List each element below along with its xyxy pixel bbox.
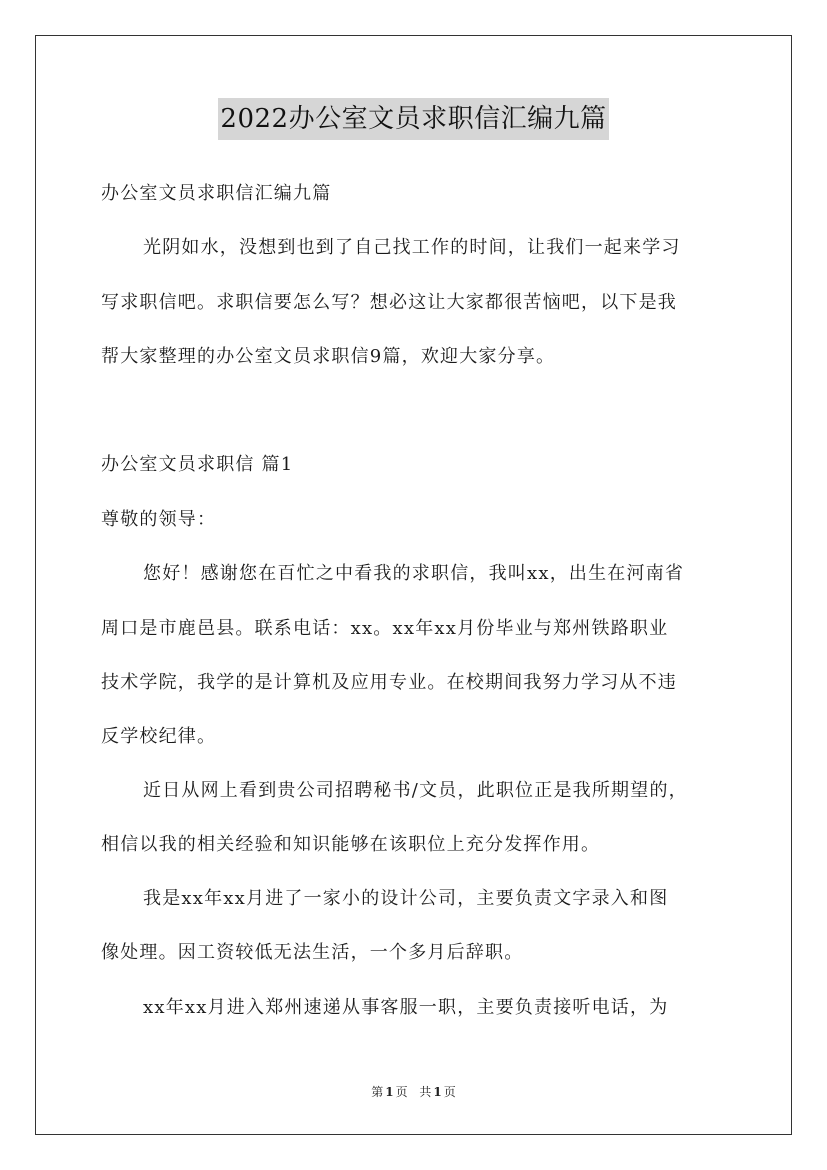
total-suffix: 页: [443, 1085, 456, 1099]
body-line-8: 像处理。因工资较低无法生活，一个多月后辞职。: [101, 942, 524, 963]
body-line-7: 我是xx年xx月进了一家小的设计公司，主要负责文字录入和图: [143, 888, 669, 909]
section-heading: 办公室文员求职信 篇1: [101, 454, 294, 475]
title-container: [0, 98, 827, 140]
body-line-9: xx年xx月进入郑州速递从事客服一职，主要负责接听电话，为: [143, 997, 669, 1018]
intro-line-3: 帮大家整理的办公室文员求职信9篇，欢迎大家分享。: [101, 346, 556, 367]
document-subtitle: 办公室文员求职信汇编九篇: [101, 183, 332, 204]
body-line-4: 反学校纪律。: [101, 726, 217, 747]
page-footer: [0, 1084, 827, 1100]
total-pages: 1: [433, 1085, 442, 1099]
page-prefix: 第: [371, 1085, 384, 1099]
page-suffix: 页: [395, 1085, 408, 1099]
intro-line-2: 写求职信吧。求职信要怎么写？想必这让大家都很苦恼吧，以下是我: [101, 292, 677, 313]
page-total: [417, 1085, 457, 1099]
body-line-5: 近日从网上看到贵公司招聘秘书/文员，此职位正是我所期望的，: [143, 780, 688, 801]
document-title: 2022办公室文员求职信汇编九篇: [218, 98, 608, 140]
total-prefix: 共: [419, 1085, 432, 1099]
intro-line-1: 光阴如水，没想到也到了自己找工作的时间，让我们一起来学习: [143, 237, 681, 258]
salutation: 尊敬的领导：: [101, 509, 217, 530]
body-line-2: 周口是市鹿邑县。联系电话：xx。xx年xx月份毕业与郑州铁路职业: [101, 618, 669, 639]
page-current: 1: [385, 1085, 394, 1099]
page-number: [369, 1085, 409, 1099]
body-line-6: 相信以我的相关经验和知识能够在该职位上充分发挥作用。: [101, 834, 601, 855]
body-line-3: 技术学院，我学的是计算机及应用专业。在校期间我努力学习从不违: [101, 672, 677, 693]
body-line-1: 您好！感谢您在百忙之中看我的求职信，我叫xx，出生在河南省: [143, 563, 685, 584]
